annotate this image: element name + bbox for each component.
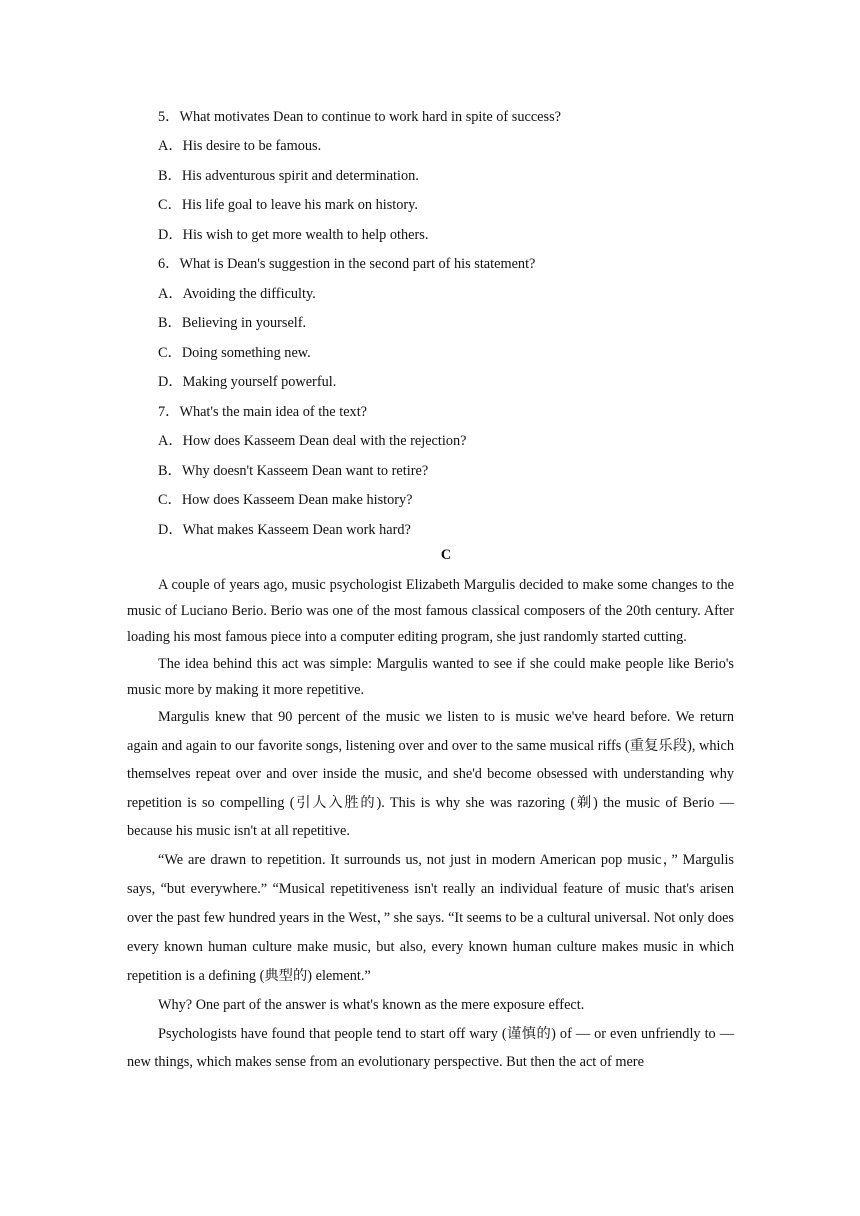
question-5-option-d: D．His wish to get more wealth to help others. [158, 227, 429, 243]
question-7-option-c: C．How does Kasseem Dean make history? [158, 492, 413, 508]
passage-paragraph-2: The idea behind this act was simple: Margulis wanted to see if she could make people like Berio's music more by making it more repetitive. [127, 655, 734, 698]
section-heading: C [440, 547, 452, 563]
question-5-stem: 5．What motivates Dean to continue to work hard in spite of success? [158, 109, 561, 125]
passage-paragraph-6: Psychologists have found that people tend to start off wary (谨慎的) of — or even unfriendly to — new things, which makes sense from an evolutionary perspective. But then the act of mere [127, 1025, 734, 1071]
question-5-option-c: C．His life goal to leave his mark on history. [158, 197, 418, 213]
question-7-stem: 7．What's the main idea of the text? [158, 404, 368, 420]
question-7-option-d: D．What makes Kasseem Dean work hard? [158, 522, 411, 538]
question-7-option-a: A．How does Kasseem Dean deal with the rejection? [158, 433, 467, 449]
question-5-option-b: B．His adventurous spirit and determination. [158, 168, 419, 184]
passage-paragraph-5: Why? One part of the answer is what's known as the mere exposure effect. [158, 996, 585, 1013]
passage-paragraph-4: “We are drawn to repetition. It surrounds us, not just in modern American pop music，” Margulis says, “but everywhere.” “Musical repetitiveness isn't really an individual feature of music that's arisen over the past few hundred years in the West，” she says. “It seems to be a cultural universal. Not only does every known human culture make music, but also, every known human culture makes music in which repetition is a defining (典型的) element.” [127, 851, 734, 984]
question-6-option-a: A．Avoiding the difficulty. [158, 286, 316, 302]
question-6-option-c: C．Doing something new. [158, 345, 311, 361]
passage-body [127, 572, 734, 1077]
question-7-option-b: B．Why doesn't Kasseem Dean want to retire? [158, 463, 429, 479]
question-6-option-d: D．Making yourself powerful. [158, 374, 337, 390]
passage-paragraph-3: Margulis knew that 90 percent of the music we listen to is music we've heard before. We return again and again to our favorite songs, listening over and over to the same musical riffs (重复乐段), which themselves repeat over and over inside the music, and she'd become obsessed with understanding why repetition is so compelling (引人入胜的). This is why she was razoring (剃) the music of Berio — because his music isn't at all repetitive. [127, 709, 734, 840]
passage-paragraph-1: A couple of years ago, music psychologist Elizabeth Margulis decided to make some changes to the music of Luciano Berio. Berio was one of the most famous classical composers of the 20th century. After loading his most famous piece into a computer editing program, she just randomly started cutting. [127, 577, 734, 646]
question-6-stem: 6．What is Dean's suggestion in the second part of his statement? [158, 256, 536, 272]
question-5-option-a: A．His desire to be famous. [158, 138, 322, 154]
question-6-option-b: B．Believing in yourself. [158, 315, 307, 331]
